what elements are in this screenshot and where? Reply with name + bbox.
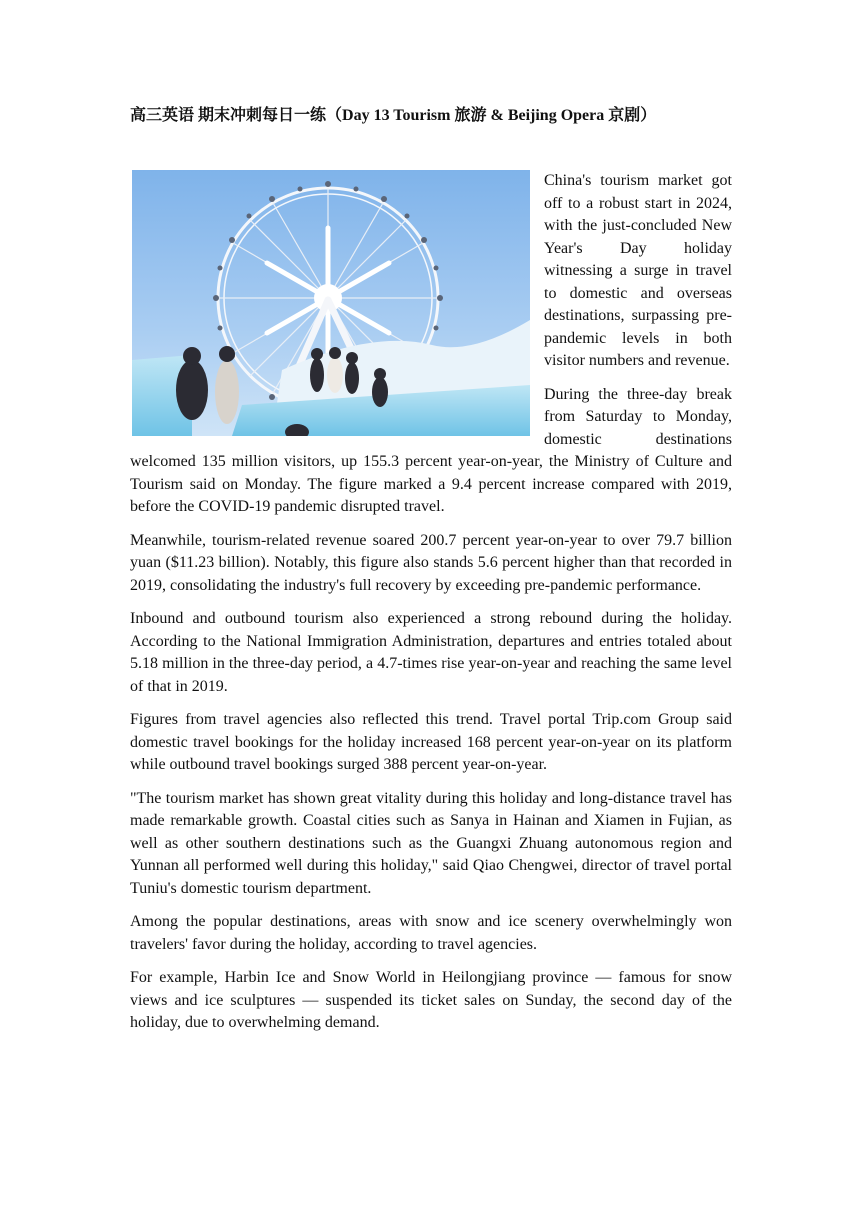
paragraph-1: China's tourism market got off to a robust start in 2024, with the just-concluded New Year's Day holiday witnessing a surge in travel to domestic and overseas destinations, surpassing pre-pandemic levels in both visitor numbers and revenue. — [544, 172, 732, 369]
title-english: Day 13 Tourism 旅游 & Beijing Opera 京剧） — [342, 107, 657, 124]
paragraph-8: For example, Harbin Ice and Snow World in Heilongjiang province — famous for snow views and ice sculptures — suspended its ticket sales on Sunday, the second day of the holiday, due to overwhelming demand. — [130, 969, 732, 1031]
paragraph-6: "The tourism market has shown great vitality during this holiday and long-distance travel has made remarkable growth. Coastal cities such as Sanya in Hainan and Xiamen in Fujian, as well as other southern destinations such as the Guangxi Zhuang autonomous region and Yunnan all performed well during this holiday," said Qiao Chengwei, director of travel portal Tuniu's domestic tourism department. — [130, 789, 732, 897]
paragraph-2: During the three-day break from Saturday to Monday, domestic destinations welcomed 135 million visitors, up 155.3 percent year-on-year, the Ministry of Culture and Tourism said on Monday. The figure marked a 9.4 percent increase compared with 2019, before the COVID-19 pandemic disrupted travel. — [130, 385, 732, 515]
paragraph-5: Figures from travel agencies also reflected this trend. Travel portal Trip.com Group said domestic travel bookings for the holiday increased 168 percent year-on-year on its platform while outbound travel bookings surged 388 percent year-on-year. — [130, 711, 732, 773]
page-title — [130, 104, 732, 128]
ferris-wheel-ice-snow-photo — [132, 170, 530, 436]
paragraph-4: Inbound and outbound tourism also experienced a strong rebound during the holiday. According to the National Immigration Administration, departures and entries totaled about 5.18 million in the three-day period, a 4.7-times rise year-on-year and reaching the same level of that in 2019. — [130, 610, 732, 695]
title-chinese: 高三英语 期末冲刺每日一练（ — [130, 107, 343, 124]
document-page — [130, 104, 732, 1046]
paragraph-3: Meanwhile, tourism-related revenue soared 200.7 percent year-on-year to over 79.7 billion yuan ($11.23 billion). Notably, this figure also stands 5.6 percent higher than that recorded in 2019, consolidating the industry's full recovery by exceeding pre-pandemic performance. — [130, 531, 732, 594]
paragraph-7: Among the popular destinations, areas with snow and ice scenery overwhelmingly won travelers' favor during the holiday, according to travel agencies. — [130, 913, 732, 953]
